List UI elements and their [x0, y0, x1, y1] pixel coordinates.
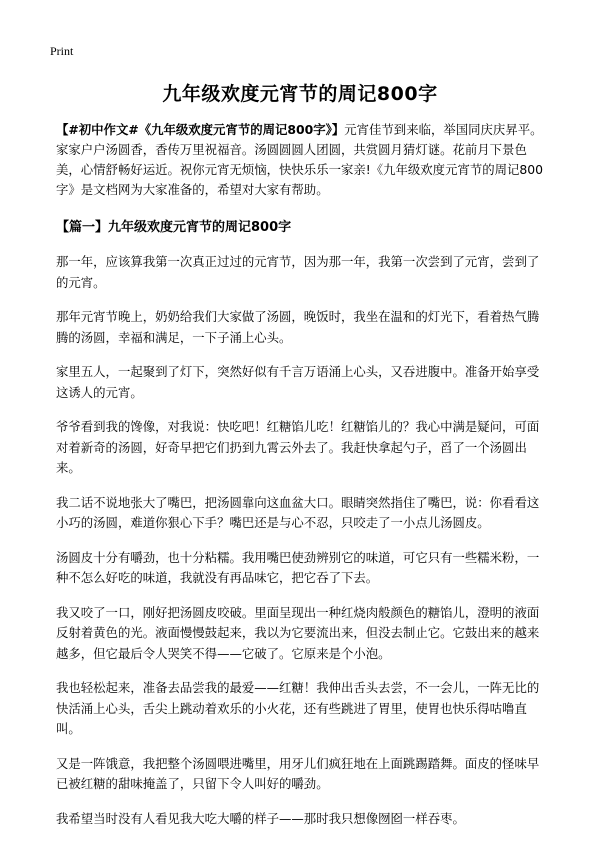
intro-text: 元宵佳节到来临，举国同庆庆昇平。家家户户汤圆香，香传万里祝福音。汤圆圆圆人团圆，共赏圆月猜灯谜。花前月下景色美，心情舒畅好运近。祝你元宵无烦恼，快快乐乐一家亲!《九年级欢度元宵节的周记800字》是文档网为大家准备的，希望对大家有帮助。 [56, 122, 544, 197]
section-heading: 【篇一】九年级欢度元宵节的周记800字 [56, 220, 292, 235]
paragraph: 那年元宵节晚上，奶奶给我们大家做了汤圆，晚饭时，我坐在温和的灯光下，看着热气腾腾的汤圆，幸福和满足，一下子涌上心头。 [56, 309, 540, 345]
article-body [56, 120, 550, 843]
paragraph: 我也轻松起来，准备去品尝我的最爱——红糖！我伸出舌头去尝，不一会儿，一阵无比的快活涌上心头，舌尖上跳动着欢乐的小火花，还有些跳进了胃里，使胃也快乐得咕噜直叫。 [56, 680, 540, 736]
paragraph: 我二话不说地张大了嘴巴，把汤圆靠向这血盆大口。眼睛突然指住了嘴巴，说：你看看这小巧的汤圆，难道你狠心下手？嘴巴还是与心不忍，只咬走了一小点儿汤圆皮。 [56, 494, 540, 530]
paragraph: 我又咬了一口，刚好把汤圆皮咬破。里面呈现出一种红烧肉般颜色的糖馅儿，澄明的液面反射着黄色的光。液面慢慢鼓起来，我以为它要流出来，但没去制止它。它鼓出来的越来越多，但它最后令人哭笑不得——它破了。它原来是个小泡。 [56, 604, 540, 661]
paragraph: 我希望当时没有人看见我大吃大嚼的样子——那时我只想像囫囵一样吞枣。 [56, 810, 465, 826]
paragraph: 又是一阵饿意，我把整个汤圆喂进嘴里，用牙儿们疯狂地在上面跳踢踏舞。面皮的怪味早已被红糖的甜味掩盖了，只留下令人叫好的嚼劲。 [56, 755, 540, 791]
paragraph: 家里五人，一起聚到了灯下，突然好似有千言万语涌上心头，又吞进腹中。准备开始享受这诱人的元宵。 [56, 364, 540, 400]
intro-paragraph [56, 120, 550, 200]
article-title: 九年级欢度元宵节的周记800字 [162, 83, 438, 105]
intro-lead: 【#初中作文#《九年级欢度元宵节的周记800字》】 [56, 122, 345, 137]
paragraph: 汤圆皮十分有嚼劲，也十分粘糯。我用嘴巴使劲辨别它的味道，可它只有一些糯米粉，一种不怎么好吃的味道，我就没有再品味它，把它吞了下去。 [56, 549, 540, 585]
paragraph: 爷爷看到我的馋像，对我说：快吃吧！红糖馅儿吃！红糖馅儿的？我心中满是疑问，可面对着新奇的汤圆，好奇早把它们扔到九霄云外去了。我赶快拿起勺子，舀了一个汤圆出来。 [56, 419, 540, 475]
paragraph: 那一年，应该算我第一次真正过过的元宵节，因为那一年，我第一次尝到了元宵，尝到了的元宵。 [56, 254, 540, 290]
print-link[interactable]: Print [50, 44, 74, 58]
